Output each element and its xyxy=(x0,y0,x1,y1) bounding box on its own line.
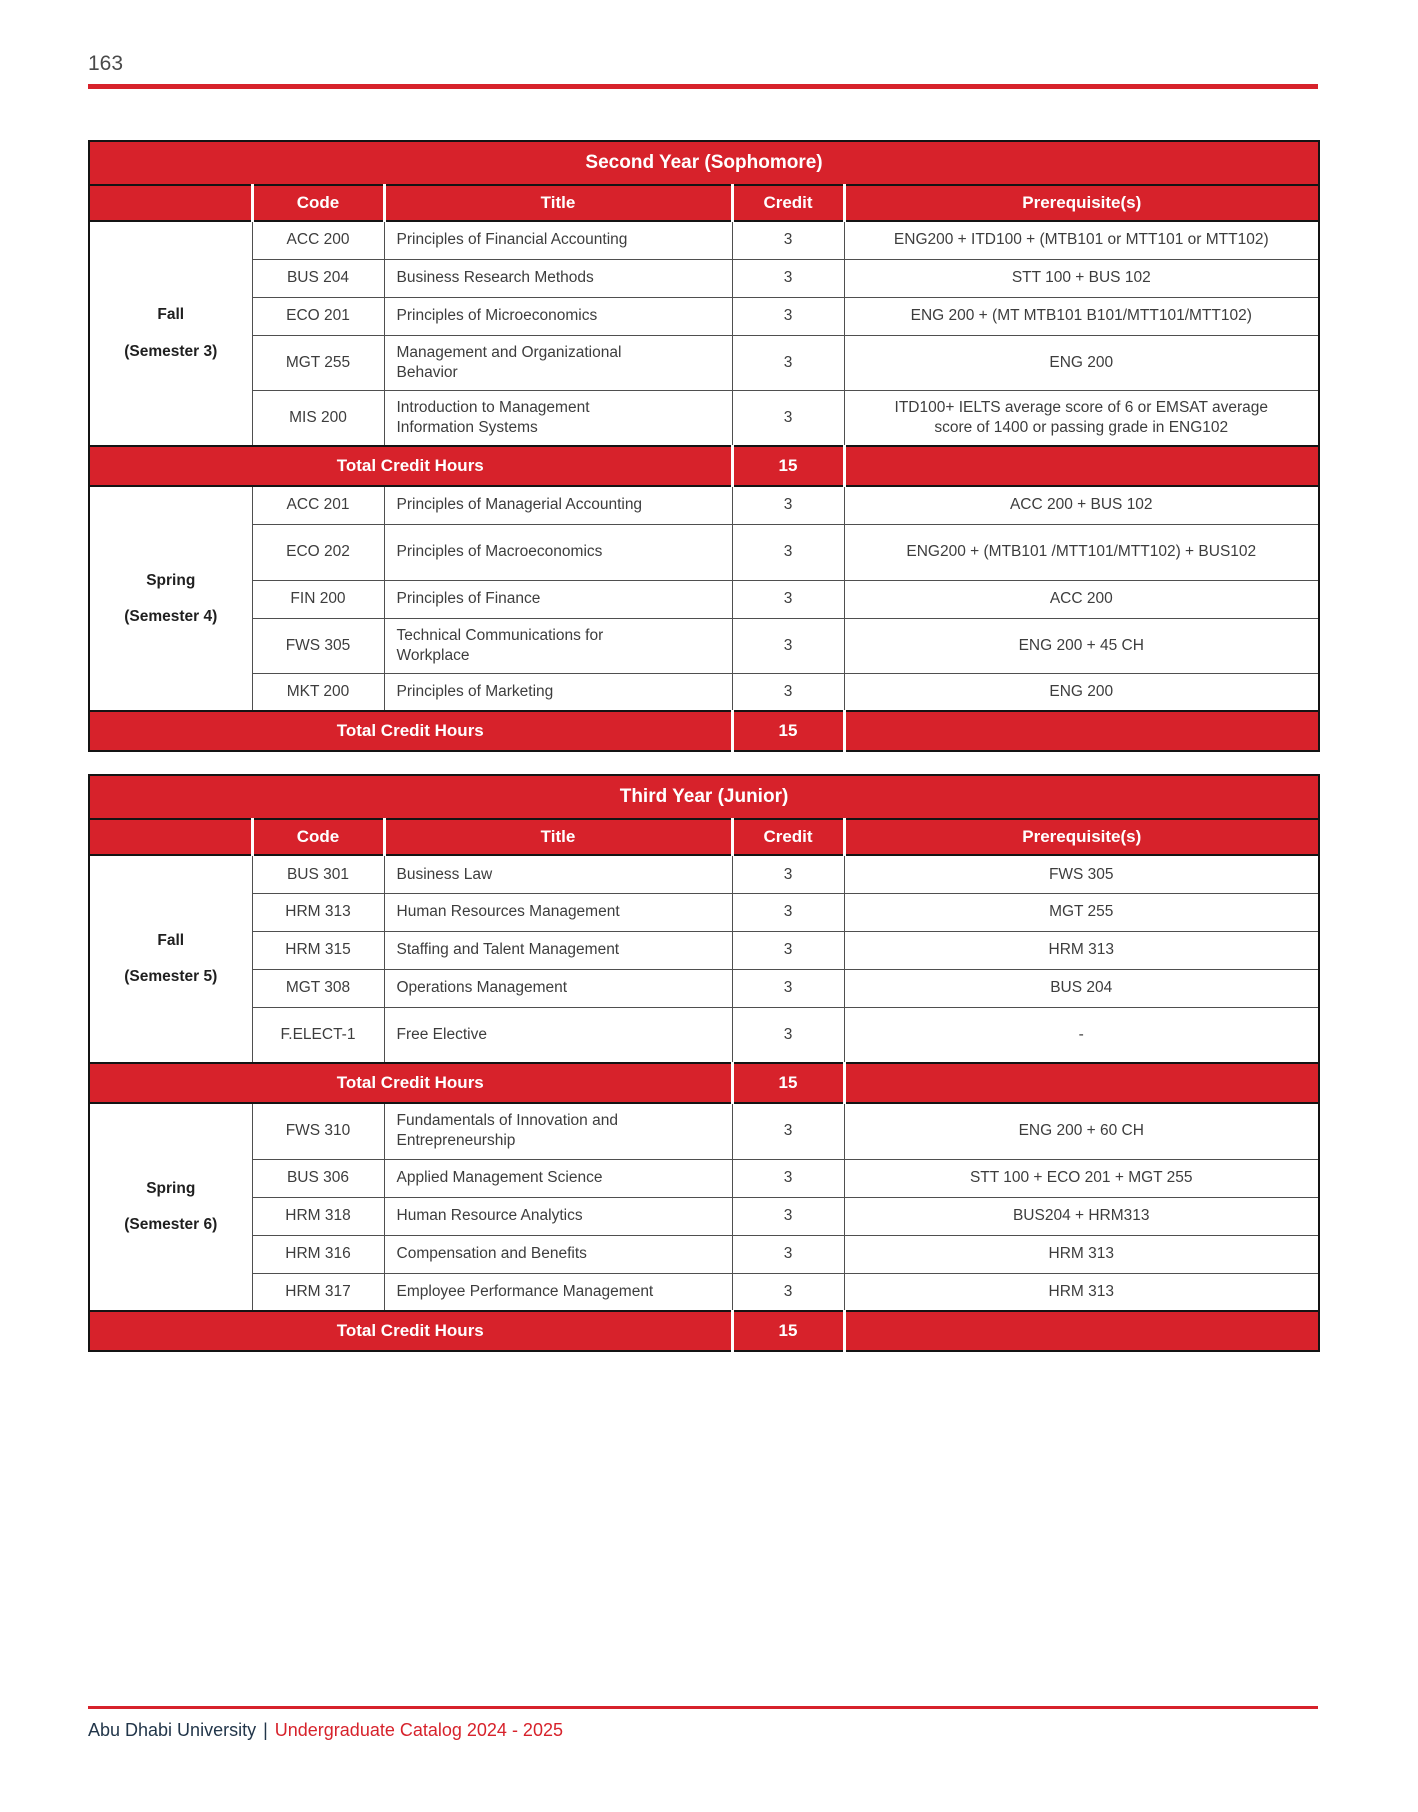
course-title-text: Free Elective xyxy=(396,1026,487,1044)
course-credit-cell: 3 xyxy=(732,1159,844,1197)
course-code-cell: FWS 305 xyxy=(252,618,384,673)
course-row xyxy=(89,221,1319,259)
course-title-text: Business Law xyxy=(396,865,493,883)
course-code-cell: MIS 200 xyxy=(252,390,384,446)
course-prerequisite-cell xyxy=(844,1103,1319,1159)
course-title-text: Principles of Finance xyxy=(396,589,541,607)
semester-name: Spring xyxy=(146,1180,196,1198)
course-prerequisite-text: STT 100 + ECO 201 + MGT 255 xyxy=(969,1169,1193,1187)
third-year-table xyxy=(88,774,1320,1352)
footer xyxy=(88,1720,563,1741)
title-header: Title xyxy=(384,819,732,855)
semester-cell xyxy=(89,1103,252,1311)
total-credit-hours-value: 15 xyxy=(732,1063,844,1103)
course-credit-cell: 3 xyxy=(732,390,844,446)
course-row xyxy=(89,580,1319,618)
course-title-text: Principles of Microeconomics xyxy=(396,306,598,324)
title-header: Title xyxy=(384,185,732,221)
semester-header-cell xyxy=(89,819,252,855)
semester-cell xyxy=(89,855,252,1063)
course-code-cell: HRM 317 xyxy=(252,1273,384,1311)
course-credit-cell: 3 xyxy=(732,855,844,893)
course-credit-cell: 3 xyxy=(732,221,844,259)
course-title-cell xyxy=(384,297,732,335)
course-prerequisite-cell xyxy=(844,221,1319,259)
course-prerequisite-text: ENG200 + (MTB101 /MTT101/MTT102) + BUS102 xyxy=(906,542,1257,560)
course-title-cell xyxy=(384,1159,732,1197)
course-prerequisite-text: ITD100+ IELTS average score of 6 or EMSAT average score of 1400 or passing grade in ENG102 xyxy=(894,398,1268,436)
course-title-cell xyxy=(384,673,732,711)
semester-number: (Semester 6) xyxy=(124,1216,218,1234)
total-credit-hours-label: Total Credit Hours xyxy=(89,711,732,751)
column-header-row xyxy=(89,185,1319,221)
course-prerequisite-text: ENG 200 xyxy=(1049,353,1114,371)
footer-divider-rule xyxy=(88,1706,1318,1709)
course-credit-cell: 3 xyxy=(732,893,844,931)
course-prerequisite-text: ACC 200 xyxy=(1049,589,1113,607)
course-title-cell xyxy=(384,969,732,1007)
course-row xyxy=(89,969,1319,1007)
semester-cell xyxy=(89,486,252,711)
course-prerequisite-text: - xyxy=(1078,1026,1084,1044)
course-row xyxy=(89,1197,1319,1235)
course-credit-cell: 3 xyxy=(732,673,844,711)
course-title-text: Principles of Financial Accounting xyxy=(396,231,628,249)
footer-separator: | xyxy=(263,1720,268,1740)
course-prerequisite-text: ENG 200 + 45 CH xyxy=(1018,636,1144,654)
course-row xyxy=(89,931,1319,969)
course-credit-cell: 3 xyxy=(732,486,844,524)
course-credit-cell: 3 xyxy=(732,524,844,580)
course-row xyxy=(89,390,1319,446)
total-credit-hours-row xyxy=(89,1063,1319,1103)
course-title-text: Operations Management xyxy=(396,979,568,997)
total-credit-hours-value: 15 xyxy=(732,446,844,486)
course-row xyxy=(89,524,1319,580)
course-row xyxy=(89,1159,1319,1197)
course-code-cell: HRM 318 xyxy=(252,1197,384,1235)
course-prerequisite-text: HRM 313 xyxy=(1048,1245,1114,1263)
credit-header: Credit xyxy=(732,819,844,855)
course-code-cell: ACC 201 xyxy=(252,486,384,524)
course-prerequisite-text: ENG 200 xyxy=(1049,683,1114,701)
course-prerequisite-cell xyxy=(844,1007,1319,1063)
course-prerequisite-text: ENG 200 + (MT MTB101 B101/MTT101/MTT102) xyxy=(910,306,1252,324)
course-title-cell xyxy=(384,390,732,446)
semester-number: (Semester 3) xyxy=(124,342,218,360)
total-credit-hours-label: Total Credit Hours xyxy=(89,1311,732,1351)
course-prerequisite-text: ENG 200 + 60 CH xyxy=(1018,1122,1144,1140)
course-prerequisite-text: MGT 255 xyxy=(1049,903,1114,921)
course-credit-cell: 3 xyxy=(732,297,844,335)
course-prerequisite-text: BUS 204 xyxy=(1050,979,1113,997)
course-title-text: Principles of Marketing xyxy=(396,683,554,701)
course-title-cell xyxy=(384,1103,732,1159)
course-row xyxy=(89,259,1319,297)
course-code-cell: F.ELECT-1 xyxy=(252,1007,384,1063)
course-title-text: Technical Communications for Workplace xyxy=(396,626,604,664)
course-prerequisite-cell xyxy=(844,969,1319,1007)
course-code-cell: BUS 204 xyxy=(252,259,384,297)
course-prerequisite-text: HRM 313 xyxy=(1048,1282,1114,1300)
course-title-cell xyxy=(384,1197,732,1235)
course-title-cell xyxy=(384,221,732,259)
course-title-cell xyxy=(384,259,732,297)
semester-header-cell xyxy=(89,185,252,221)
course-code-cell: ECO 202 xyxy=(252,524,384,580)
semester-cell xyxy=(89,221,252,446)
course-prerequisite-text: HRM 313 xyxy=(1048,941,1114,959)
course-prerequisite-cell xyxy=(844,486,1319,524)
prerequisites-header: Prerequisite(s) xyxy=(844,185,1319,221)
course-code-cell: FIN 200 xyxy=(252,580,384,618)
total-credit-hours-row xyxy=(89,446,1319,486)
course-prerequisite-text: ENG200 + ITD100 + (MTB101 or MTT101 or MTT102) xyxy=(893,231,1269,249)
course-code-cell: HRM 316 xyxy=(252,1235,384,1273)
course-row xyxy=(89,1235,1319,1273)
course-row xyxy=(89,1103,1319,1159)
course-prerequisite-cell xyxy=(844,618,1319,673)
course-prerequisite-cell xyxy=(844,580,1319,618)
course-row xyxy=(89,893,1319,931)
course-title-cell xyxy=(384,486,732,524)
total-credit-hours-label: Total Credit Hours xyxy=(89,1063,732,1103)
course-title-text: Human Resources Management xyxy=(396,903,620,921)
semester-number: (Semester 4) xyxy=(124,607,218,625)
code-header: Code xyxy=(252,819,384,855)
course-prerequisite-text: BUS204 + HRM313 xyxy=(1012,1207,1150,1225)
total-row-empty-cell xyxy=(844,1311,1319,1351)
course-title-text: Compensation and Benefits xyxy=(396,1245,587,1263)
course-prerequisite-cell xyxy=(844,931,1319,969)
course-title-cell xyxy=(384,1273,732,1311)
course-row xyxy=(89,618,1319,673)
course-title-cell xyxy=(384,1007,732,1063)
course-prerequisite-text: ACC 200 + BUS 102 xyxy=(1009,496,1153,514)
table-title: Second Year (Sophomore) xyxy=(89,141,1319,185)
semester-number: (Semester 5) xyxy=(124,968,218,986)
table-title: Third Year (Junior) xyxy=(89,775,1319,819)
course-title-text: Business Research Methods xyxy=(396,268,594,286)
course-credit-cell: 3 xyxy=(732,335,844,390)
footer-catalog-title: Undergraduate Catalog 2024 - 2025 xyxy=(274,1720,563,1740)
course-credit-cell: 3 xyxy=(732,1235,844,1273)
top-divider-rule xyxy=(88,84,1318,89)
course-credit-cell: 3 xyxy=(732,580,844,618)
total-row-empty-cell xyxy=(844,711,1319,751)
course-prerequisite-cell xyxy=(844,297,1319,335)
course-credit-cell: 3 xyxy=(732,969,844,1007)
course-title-cell xyxy=(384,893,732,931)
course-prerequisite-text: STT 100 + BUS 102 xyxy=(1011,268,1151,286)
course-prerequisite-cell xyxy=(844,390,1319,446)
course-row xyxy=(89,335,1319,390)
semester-name: Fall xyxy=(157,306,185,324)
semester-name: Fall xyxy=(157,932,185,950)
course-row xyxy=(89,855,1319,893)
total-row-empty-cell xyxy=(844,1063,1319,1103)
course-code-cell: MGT 308 xyxy=(252,969,384,1007)
course-code-cell: MKT 200 xyxy=(252,673,384,711)
course-code-cell: ECO 201 xyxy=(252,297,384,335)
course-title-text: Principles of Managerial Accounting xyxy=(396,496,643,514)
course-title-text: Principles of Macroeconomics xyxy=(396,542,603,560)
course-title-cell xyxy=(384,855,732,893)
total-credit-hours-label: Total Credit Hours xyxy=(89,446,732,486)
total-credit-hours-value: 15 xyxy=(732,1311,844,1351)
course-credit-cell: 3 xyxy=(732,259,844,297)
course-prerequisite-cell xyxy=(844,1273,1319,1311)
column-header-row xyxy=(89,819,1319,855)
footer-university-name: Abu Dhabi University xyxy=(88,1720,257,1740)
course-title-cell xyxy=(384,1235,732,1273)
code-header: Code xyxy=(252,185,384,221)
course-row xyxy=(89,297,1319,335)
course-prerequisite-cell xyxy=(844,1197,1319,1235)
course-title-cell xyxy=(384,335,732,390)
total-credit-hours-value: 15 xyxy=(732,711,844,751)
course-prerequisite-cell xyxy=(844,1235,1319,1273)
course-row xyxy=(89,1273,1319,1311)
total-credit-hours-row xyxy=(89,1311,1319,1351)
page-number: 163 xyxy=(88,52,124,75)
course-title-cell xyxy=(384,524,732,580)
course-code-cell: HRM 313 xyxy=(252,893,384,931)
second-year-table xyxy=(88,140,1320,752)
course-prerequisite-cell xyxy=(844,1159,1319,1197)
course-title-text: Staffing and Talent Management xyxy=(396,941,620,959)
prerequisites-header: Prerequisite(s) xyxy=(844,819,1319,855)
course-code-cell: BUS 301 xyxy=(252,855,384,893)
course-title-text: Introduction to Management Information Systems xyxy=(396,398,590,436)
course-credit-cell: 3 xyxy=(732,931,844,969)
course-credit-cell: 3 xyxy=(732,1197,844,1235)
course-prerequisite-cell xyxy=(844,855,1319,893)
course-credit-cell: 3 xyxy=(732,1273,844,1311)
course-row xyxy=(89,673,1319,711)
course-title-text: Employee Performance Management xyxy=(396,1282,654,1300)
course-credit-cell: 3 xyxy=(732,1103,844,1159)
course-code-cell: ACC 200 xyxy=(252,221,384,259)
course-code-cell: MGT 255 xyxy=(252,335,384,390)
course-title-text: Human Resource Analytics xyxy=(396,1207,583,1225)
course-prerequisite-cell xyxy=(844,259,1319,297)
course-credit-cell: 3 xyxy=(732,618,844,673)
credit-header: Credit xyxy=(732,185,844,221)
tables-container xyxy=(88,140,1318,1352)
course-code-cell: HRM 315 xyxy=(252,931,384,969)
course-title-cell xyxy=(384,580,732,618)
course-row xyxy=(89,486,1319,524)
course-code-cell: FWS 310 xyxy=(252,1103,384,1159)
course-title-text: Applied Management Science xyxy=(396,1169,603,1187)
course-title-cell xyxy=(384,931,732,969)
course-row xyxy=(89,1007,1319,1063)
total-credit-hours-row xyxy=(89,711,1319,751)
course-title-text: Management and Organizational Behavior xyxy=(396,343,622,381)
course-prerequisite-cell xyxy=(844,673,1319,711)
course-title-cell xyxy=(384,618,732,673)
semester-name: Spring xyxy=(146,571,196,589)
course-prerequisite-text: FWS 305 xyxy=(1048,865,1114,883)
total-row-empty-cell xyxy=(844,446,1319,486)
course-prerequisite-cell xyxy=(844,524,1319,580)
course-prerequisite-cell xyxy=(844,335,1319,390)
course-title-text: Fundamentals of Innovation and Entrepreneurship xyxy=(396,1112,618,1150)
course-code-cell: BUS 306 xyxy=(252,1159,384,1197)
course-prerequisite-cell xyxy=(844,893,1319,931)
course-credit-cell: 3 xyxy=(732,1007,844,1063)
